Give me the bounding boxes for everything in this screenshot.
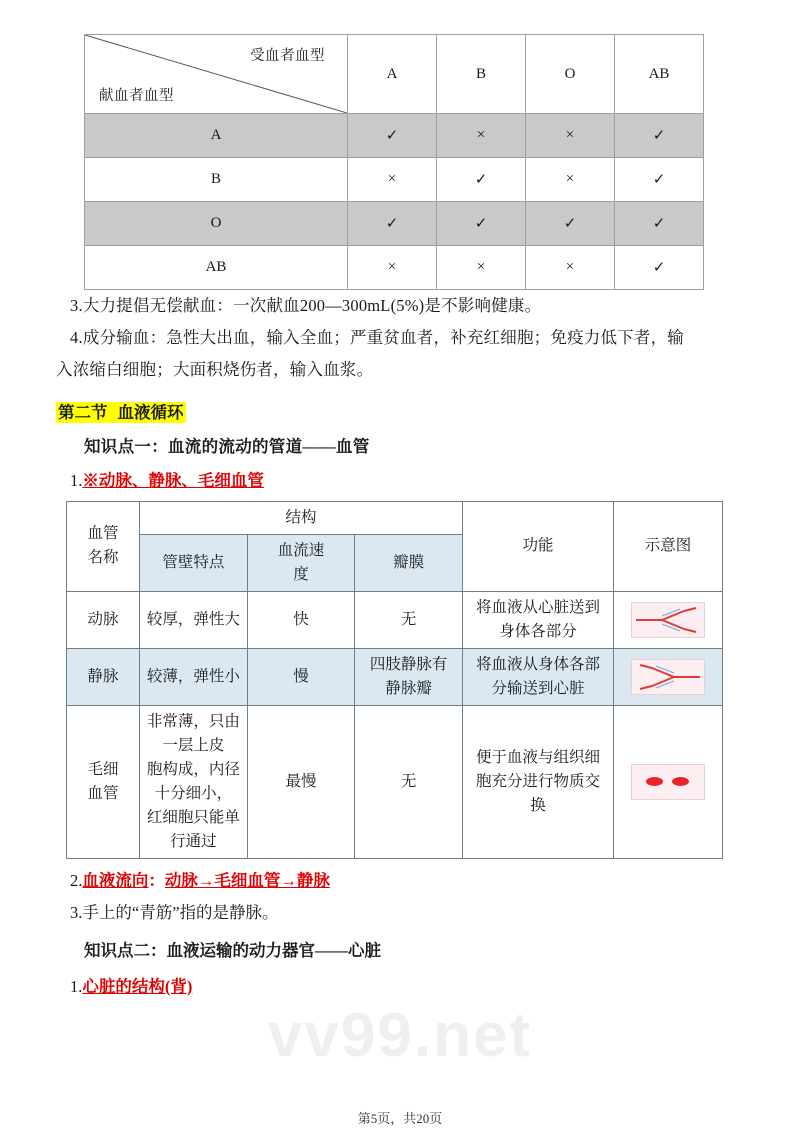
cell-ab-a: × — [348, 246, 437, 290]
table-row — [67, 648, 723, 705]
red-blood-cell-icon — [646, 777, 663, 786]
column-header-a: A — [348, 35, 437, 114]
red-blood-cell-icon — [672, 777, 689, 786]
vessel-header-structure: 结构 — [140, 501, 463, 534]
vessel-function-vein-line2: 分输送到心脏 — [491, 679, 585, 697]
table-row — [85, 158, 704, 202]
section-heading — [56, 399, 744, 423]
row-label-a: A — [85, 114, 348, 158]
item-1-text: 动脉、静脉、毛细血管 — [98, 470, 264, 490]
cell-a-ab: ✓ — [615, 114, 704, 158]
vessel-name-capillary-line2: 血管 — [87, 784, 119, 802]
vessel-wall-capillary — [140, 705, 248, 858]
page-footer: 第5页，共20页 — [357, 1111, 443, 1126]
vessel-name-vein: 静脉 — [67, 648, 140, 705]
vessel-wall-capillary-line3: 红细胞只能单行通过 — [146, 808, 240, 850]
vessel-valve-vein — [355, 648, 463, 705]
column-header-o: O — [526, 35, 615, 114]
artery-diagram-cell — [614, 591, 723, 648]
vessel-header-name — [67, 501, 140, 591]
column-header-ab: AB — [615, 35, 704, 114]
vessel-speed-artery: 快 — [247, 591, 355, 648]
artery-vessel-icon — [632, 603, 704, 637]
vessel-table — [66, 501, 723, 859]
vessel-header-name-line1: 血管 — [87, 525, 119, 543]
item-2-label: 血液流向 — [82, 870, 149, 890]
vessel-function-capillary-line3: 换 — [530, 796, 546, 814]
cell-o-b: ✓ — [437, 202, 526, 246]
vessel-function-capillary-line2: 胞充分进行物质交 — [475, 772, 600, 790]
vessel-header-diagram: 示意图 — [614, 501, 723, 591]
table-row — [67, 501, 723, 534]
vessel-function-artery — [463, 591, 614, 648]
row-label-b: B — [85, 158, 348, 202]
vessel-valve-artery: 无 — [355, 591, 463, 648]
vessel-speed-vein: 慢 — [247, 648, 355, 705]
vessel-valve-vein-line2: 静脉瓣 — [385, 679, 432, 697]
cell-b-a: × — [348, 158, 437, 202]
vessel-valve-vein-line1: 四肢静脉有 — [369, 655, 448, 673]
row-label-ab: AB — [85, 246, 348, 290]
knowledge-point-1 — [56, 433, 744, 457]
vessel-wall-capillary-line2: 胞构成，内径十分细小， — [146, 760, 240, 802]
cell-b-b: ✓ — [437, 158, 526, 202]
vessel-wall-capillary-line1: 非常薄，只由一层上皮 — [146, 712, 240, 754]
cell-ab-ab: ✓ — [615, 246, 704, 290]
vessel-wall-vein: 较薄，弹性小 — [140, 648, 248, 705]
paragraph-4-line2: 入浓缩白细胞；大面积烧伤者，输入血浆。 — [56, 360, 374, 380]
donor-label: 献血者血型 — [99, 88, 174, 104]
cell-o-ab: ✓ — [615, 202, 704, 246]
section-number: 第二节 — [58, 402, 108, 422]
cell-a-b: × — [437, 114, 526, 158]
vessel-header-speed-line2: 度 — [293, 565, 309, 583]
paragraph-3: 3.大力提倡无偿献血：一次献血200—300mL(5%)是不影响健康。 — [70, 296, 542, 315]
knowledge-point-1-label: 知识点一： — [84, 436, 168, 456]
vessel-function-capillary-line1: 便于血液与组织细 — [475, 748, 600, 766]
knowledge-point-2-text: 血液运输的动力器官——心脏 — [166, 940, 381, 960]
cell-a-a: ✓ — [348, 114, 437, 158]
vessel-table-wrapper — [56, 501, 744, 859]
blood-type-table — [84, 34, 704, 290]
vessel-header-function: 功能 — [463, 501, 614, 591]
vessel-header-name-line2: 名称 — [87, 549, 119, 567]
knowledge-point-1-text: 血流的流动的管道——血管 — [168, 436, 370, 456]
table-row — [85, 35, 704, 114]
section-title: 血液循环 — [117, 402, 184, 422]
table-row — [67, 705, 723, 858]
item-4-text: 心脏的结构(背) — [82, 976, 193, 996]
column-header-b: B — [437, 35, 526, 114]
vessel-header-speed-line1: 血流速 — [277, 541, 325, 559]
vessel-function-artery-line2: 身体各部分 — [499, 622, 577, 640]
knowledge-point-2-label: 知识点二： — [84, 940, 167, 960]
vessel-name-artery: 动脉 — [67, 591, 140, 648]
recipient-label: 受血者血型 — [250, 48, 325, 64]
cell-ab-o: × — [526, 246, 615, 290]
vessel-valve-capillary: 无 — [355, 705, 463, 858]
paragraph-4-line1: 4.成分输血：急性大出血，输入全血；严重贫血者，补充红细胞；免疫力低下者，输 — [70, 328, 684, 348]
vessel-function-artery-line1: 将血液从心脏送到 — [475, 598, 600, 616]
cell-o-a: ✓ — [348, 202, 437, 246]
vessel-function-capillary — [463, 705, 614, 858]
item-4 — [56, 973, 744, 997]
table-row — [85, 114, 704, 158]
cell-b-o: × — [526, 158, 615, 202]
vein-vessel-icon — [632, 660, 704, 694]
knowledge-point-2 — [56, 937, 744, 961]
vessel-name-capillary — [67, 705, 140, 858]
item-4-number: 1. — [70, 976, 83, 996]
vessel-wall-artery: 较厚，弹性大 — [140, 591, 248, 648]
vein-diagram-icon — [631, 659, 705, 695]
item-3: 3.手上的“青筋”指的是静脉。 — [70, 902, 279, 922]
row-label-o: O — [85, 202, 348, 246]
table-row — [85, 246, 704, 290]
capillary-diagram-cell — [614, 705, 723, 858]
vessel-name-capillary-line1: 毛细 — [87, 760, 119, 778]
vessel-header-valve: 瓣膜 — [355, 534, 463, 591]
cell-a-o: × — [526, 114, 615, 158]
vessel-function-vein — [463, 648, 614, 705]
item-2-value: 动脉→毛细血管→静脉 — [164, 870, 330, 890]
cell-b-ab: ✓ — [615, 158, 704, 202]
cell-ab-b: × — [437, 246, 526, 290]
capillary-diagram-icon — [631, 764, 705, 800]
table-row — [67, 591, 723, 648]
vessel-header-wall: 管壁特点 — [140, 534, 248, 591]
table-corner-header — [85, 35, 348, 114]
vessel-header-speed — [247, 534, 355, 591]
cell-o-o: ✓ — [526, 202, 615, 246]
table-row — [85, 202, 704, 246]
watermark: vv99.net — [267, 1001, 533, 1070]
item-1 — [56, 467, 744, 491]
item-1-mark: ※ — [82, 470, 99, 490]
vein-diagram-cell — [614, 648, 723, 705]
item-2: 2.血液流向：动脉→毛细血管→静脉 — [70, 870, 330, 890]
item-1-number: 1. — [70, 470, 83, 490]
vessel-speed-capillary: 最慢 — [247, 705, 355, 858]
vessel-function-vein-line1: 将血液从身体各部 — [475, 655, 600, 673]
blood-type-table-wrapper — [84, 34, 744, 290]
artery-diagram-icon — [631, 602, 705, 638]
item-2-number: 2. — [70, 870, 83, 890]
